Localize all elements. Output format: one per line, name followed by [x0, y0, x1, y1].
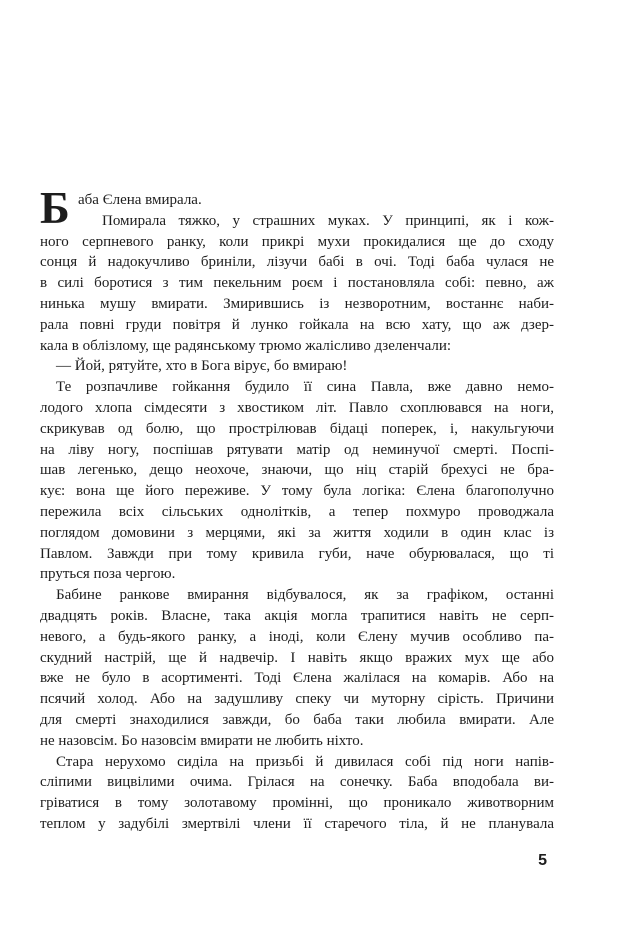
text-line: Помирала тяжко, у страшних муках. У принципі, як і кож- [102, 212, 554, 229]
text-line: скудний настрій, ще й надвечір. І навіть якщо вражих мух ще або [40, 649, 554, 666]
text-line: для смерті знаходилися завжди, бо баба таки любила вмирати. Але [40, 711, 554, 728]
text-line: пруться поза чергою. [40, 566, 176, 583]
text-line: теплом у задубілі змертвілі члени її старечого тіла, й не планувала [40, 815, 554, 832]
drop-cap: Б [40, 183, 70, 233]
text-line: в силі боротися з тим пекельним роєм і постановляла собі: певно, аж [40, 275, 554, 292]
text-line: аба Єлена вмирала. [78, 192, 202, 208]
text-line: Стара нерухомо сиділа на призьбі й дивилася собі під ноги напів- [56, 753, 554, 770]
text-line: лодого хлопа сімдесяти з хвостиком літ. Павло схоплювався на ноги, [40, 399, 554, 416]
text-line: скрикував од болю, що прострілював бідаці поперек, і, накульгуючи [40, 420, 554, 437]
text-line: двадцять років. Власне, така акція могла трапитися навіть не серп- [40, 607, 554, 624]
text-line: на ліву ногу, поспішав рятувати матір од неминучої смерті. Поспі- [40, 441, 554, 458]
text-line: Павлом. Завжди при тому кривила губи, наче обурювалася, що ті [40, 545, 554, 562]
page-number: 5 [538, 852, 547, 869]
text-line: гріватися в тому золотавому промінні, що проникало животворним [40, 795, 554, 812]
text-line: шав легенько, дещо неохоче, знаючи, що ніц старій брехусі не бра- [40, 462, 554, 479]
text-line: вже не було в асортименті. Тоді Єлена жалілася на комарів. Або на [40, 670, 554, 687]
text-line: ного серпневого ранку, коли прикрі мухи прокидалися ще до сходу [40, 233, 554, 250]
text-line: Те розпачливе гойкання будило її сина Павла, вже давно немо- [56, 379, 554, 396]
text-line: сліпими вицвілими очима. Грілася на сонечку. Баба вподобала ви- [40, 774, 554, 791]
text-line: рала повні груди повітря й лунко гойкала на всю хату, що аж дзер- [40, 316, 554, 333]
text-line: невого, а будь-якого ранку, а іноді, коли Єлену мучив особливо па- [40, 628, 554, 645]
text-line: кала в облізлому, ще радянському трюмо жалісливо дзеленчали: [40, 337, 452, 354]
text-line: сонця й надокучливо бриніли, лізучи бабі в очі. Тоді баба чулася не [40, 254, 554, 271]
text-line: Бабине ранкове вмирання відбувалося, як за графіком, останні [56, 587, 554, 604]
text-line: поглядом домовини з мерцями, які за життя ходили в один клас із [40, 524, 554, 541]
text-line: пережила всіх сільських однолітків, а тепер похмуро проводжала [40, 503, 554, 520]
text-line: кує: вона ще його переживе. У тому була логіка: Єлена благополучно [40, 483, 554, 500]
text-line: нинька мушу вмирати. Змирившись із незворотним, востаннє наби- [40, 295, 554, 312]
text-line: псячий холод. Або на задушливу спеку чи муторну сірість. Причини [40, 691, 554, 708]
text-line: — Йой, рятуйте, хто в Бога вірує, бо вмираю! [56, 358, 348, 375]
text-line: не назовсім. Бо назовсім вмирати не любить ніхто. [40, 732, 364, 749]
text-body [40, 190, 554, 835]
